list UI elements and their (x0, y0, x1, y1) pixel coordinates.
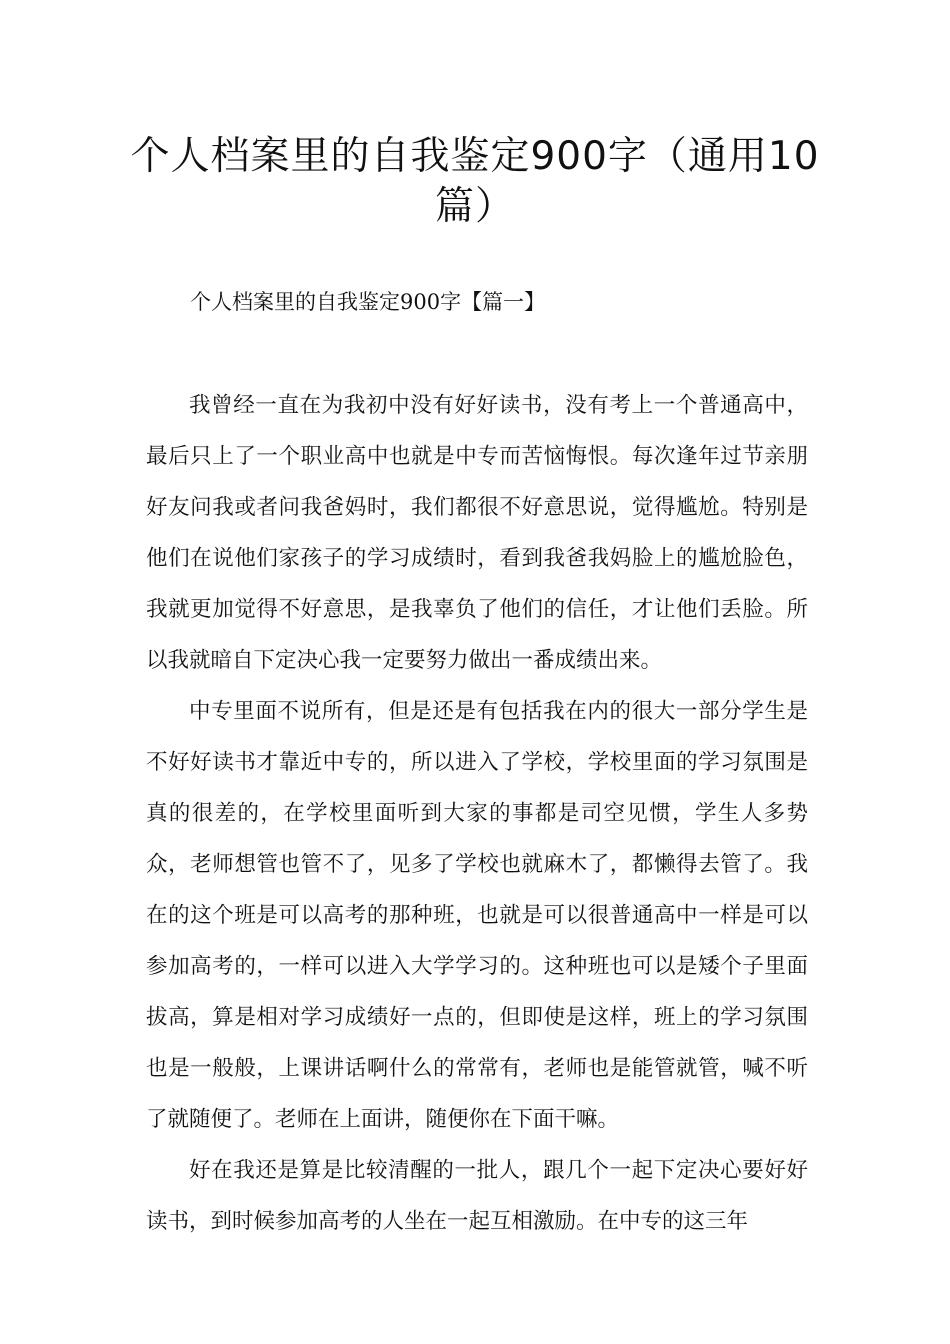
body-text (146, 380, 808, 1247)
paragraph-2: 中专里面不说所有，但是还是有包括我在内的很大一部分学生是不好好读书才靠近中专的，所以进入了学校，学校里面的学习氛围是真的很差的，在学校里面听到大家的事都是司空见惯，学生人多势众，老师想管也管不了，见多了学校也就麻木了，都懒得去管了。我在的这个班是可以高考的那种班，也就是可以很普通高中一样是可以参加高考的，一样可以进入大学学习的。这种班也可以是矮个子里面拔高，算是相对学习成绩好一点的，但即使是这样，班上的学习氛围也是一般般，上课讲话啊什么的常常有，老师也是能管就管，喊不听了就随便了。老师在上面讲，随便你在下面干嘛。 (146, 699, 808, 1132)
section-heading: 个人档案里的自我鉴定900字【篇一】 (190, 290, 546, 314)
document-title: 个人档案里的自我鉴定900字（通用10篇） (130, 134, 820, 229)
paragraph-3: 好在我还是算是比较清醒的一批人，跟几个一起下定决心要好好读书，到时候参加高考的人坐在一起互相激励。在中专的这三年 (146, 1158, 808, 1234)
paragraph-1: 我曾经一直在为我初中没有好好读书，没有考上一个普通高中，最后只上了一个职业高中也就是中专而苦恼悔恨。每次逢年过节亲朋好友问我或者问我爸妈时，我们都很不好意思说，觉得尴尬。特别是他们在说他们家孩子的学习成绩时，看到我爸我妈脸上的尴尬脸色，我就更加觉得不好意思，是我辜负了他们的信任，才让他们丢脸。所以我就暗自下定决心我一定要努力做出一番成绩出来。 (146, 393, 808, 673)
